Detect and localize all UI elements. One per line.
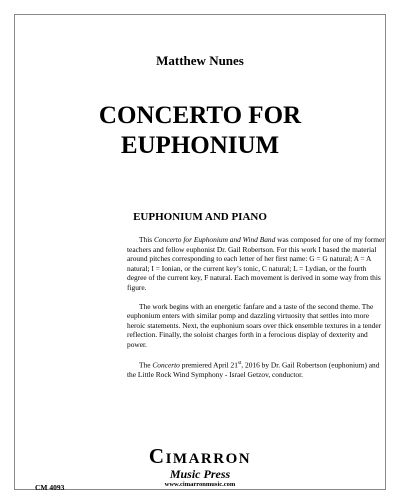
- publisher-logo: [15, 444, 385, 489]
- publisher-subtitle: Music Press: [169, 467, 231, 481]
- title-line-1: CONCERTO FOR: [98, 102, 302, 129]
- publisher-url: www.cimarronmusic.com: [164, 481, 236, 488]
- instrumentation: EUPHONIUM AND PIANO: [133, 211, 267, 223]
- program-notes: [127, 235, 387, 388]
- publisher-name: CIMARRON: [148, 444, 252, 468]
- program-note-paragraph-1: This Concerto for Euphonium and Wind Band was composed for one of my former teachers and fellow euphonist Dr. Gail Robertson. For this work I based the material around pitches corresponding to each letter of her first name: G = G natural; A = A natural; I = Ionian, or the current key’s tonic, C natural; L = Lydian, or the fourth degree of the current key, F natural. Each movement is derived in some way from this figure.: [127, 235, 385, 292]
- score-cover-page: [14, 14, 386, 490]
- catalog-number: CM 4093: [35, 483, 65, 492]
- program-note-paragraph-2: The work begins with an energetic fanfare and a taste of the second theme. The euphonium enters with similar pomp and dazzling virtuosity that settles into more heroic statements. Next, the euphonium soars over thick ensemble textures in a tender reflection. Finally, the soloist charges forth in a ferocious display of dexterity and power.: [127, 301, 382, 349]
- program-note-paragraph-3: The Concerto premiered April 21st, 2016 by Dr. Gail Robertson (euphonium) and the Little Rock Wind Symphony - Israel Getzov, conductor.: [127, 360, 380, 379]
- title-line-2: EUPHONIUM: [120, 132, 280, 159]
- work-title: [15, 101, 385, 161]
- composer-name: Matthew Nunes: [156, 53, 244, 68]
